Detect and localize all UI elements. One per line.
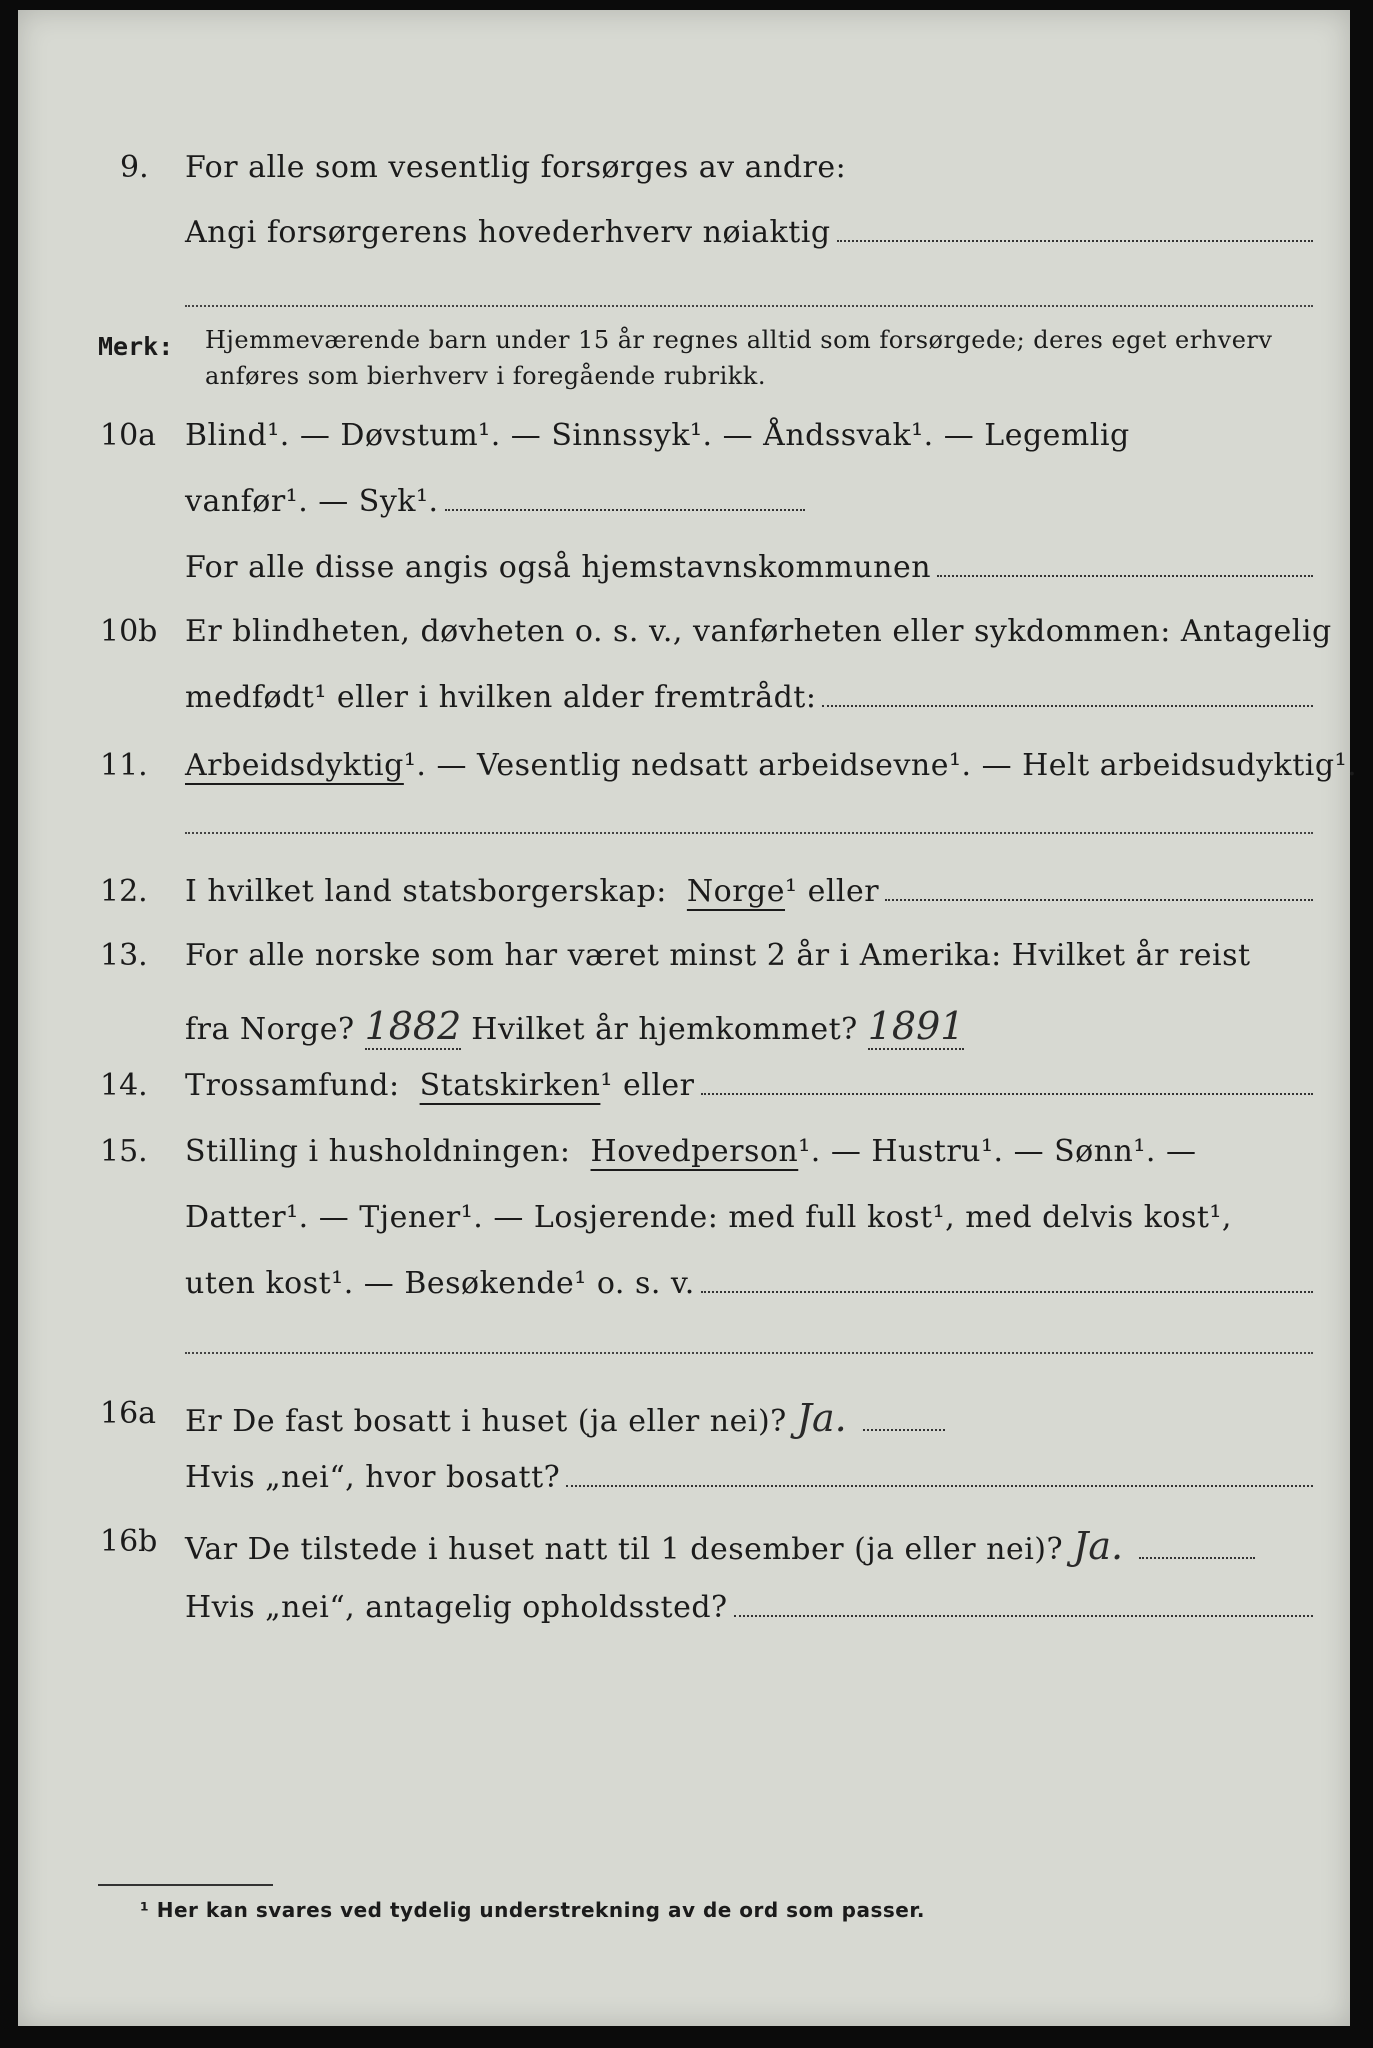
q15-number: 15.: [100, 1134, 148, 1169]
q14-line: Trossamfund: Statskirken ¹ eller: [185, 1068, 1313, 1114]
q15-extra-line[interactable]: [185, 1352, 1313, 1354]
q12-number: 12.: [100, 874, 148, 909]
q10a-number: 10a: [100, 418, 157, 453]
q11-number: 11.: [100, 748, 148, 783]
q9-line1: For alle som vesentlig forsørges av andre:: [185, 150, 847, 185]
q14-selected-option[interactable]: Statskirken: [419, 1068, 601, 1103]
q16a-line1: Er De fast bosatt i huset (ja eller nei)? Ja.: [185, 1396, 945, 1442]
q16a-number: 16a: [100, 1396, 157, 1431]
q9-answer-line[interactable]: [837, 218, 1313, 242]
q9-line2: Angi forsørgerens hovederhverv nøiaktig: [185, 215, 1313, 261]
q13-answer-reist[interactable]: 1882: [364, 1004, 462, 1048]
q16b-opholdssted-line[interactable]: [734, 1593, 1313, 1617]
q13-number: 13.: [100, 938, 148, 973]
footnote-rule: [98, 1884, 273, 1886]
merk-label: Merk:: [98, 332, 174, 361]
q10a-line2: vanfør¹. — Syk¹.: [185, 484, 805, 530]
q16a-line2: Hvis „nei“, hvor bosatt?: [185, 1460, 1313, 1506]
q16a-answer[interactable]: Ja.: [796, 1396, 847, 1440]
q10b-answer-line[interactable]: [822, 683, 1313, 707]
q15-line1: Stilling i husholdningen: Hovedperson ¹. — Hustru¹. — Sønn¹. —: [185, 1134, 1197, 1169]
q16b-line1: Var De tilstede i huset natt til 1 desember (ja eller nei)? Ja.: [185, 1524, 1255, 1570]
q15-line2: Datter¹. — Tjener¹. — Losjerende: med full kost¹, med delvis kost¹,: [185, 1200, 1232, 1235]
q16a-bosatt-line[interactable]: [566, 1463, 1313, 1487]
q10a-kommune-line[interactable]: [937, 553, 1313, 577]
q15-answer-line[interactable]: [701, 1269, 1313, 1293]
q15-line3: uten kost¹. — Besøkende¹ o. s. v.: [185, 1266, 1313, 1312]
q14-number: 14.: [100, 1068, 148, 1103]
q9-extra-line[interactable]: [185, 305, 1313, 307]
q12-selected-option[interactable]: Norge: [686, 874, 786, 909]
q16b-line2: Hvis „nei“, antagelig opholdssted?: [185, 1590, 1313, 1636]
q12-answer-line[interactable]: [885, 877, 1313, 901]
q10a-line1: Blind¹. — Døvstum¹. — Sinnssyk¹. — Åndssvak¹. — Legemlig: [185, 418, 1130, 453]
q10b-number: 10b: [100, 614, 158, 649]
q10a-line3: For alle disse angis også hjemstavnskommunen: [185, 550, 1313, 596]
q11-selected-option[interactable]: Arbeidsdyktig: [185, 748, 404, 783]
q14-answer-line[interactable]: [701, 1071, 1313, 1095]
q16b-number: 16b: [100, 1524, 158, 1559]
footnote: ¹ Her kan svares ved tydelig understrekning av de ord som passer.: [140, 1898, 925, 1922]
q10b-line2: medfødt¹ eller i hvilken alder fremtrådt:: [185, 680, 1313, 726]
q13-line1: For alle norske som har været minst 2 år i Amerika: Hvilket år reist: [185, 938, 1251, 973]
q13-answer-hjemkommet[interactable]: 1891: [867, 1004, 965, 1048]
merk-line1: Hjemmeværende barn under 15 år regnes alltid som forsørgede; deres eget erhverv: [205, 326, 1273, 354]
q16b-answer[interactable]: Ja.: [1073, 1524, 1124, 1568]
q9-number: 9.: [120, 150, 149, 185]
merk-line2: anføres som bierhverv i foregående rubrikk.: [205, 362, 766, 390]
q15-selected-option[interactable]: Hovedperson: [590, 1134, 799, 1169]
q10a-answer-line[interactable]: [445, 487, 805, 511]
q11-extra-line[interactable]: [185, 832, 1313, 834]
q12-line: I hvilket land statsborgerskap: Norge ¹ eller: [185, 874, 1313, 920]
q11-line: Arbeidsdyktig ¹. — Vesentlig nedsatt arbeidsevne¹. — Helt arbeidsudyktig¹.: [185, 748, 1358, 783]
q13-line2: fra Norge? 1882 Hvilket år hjemkommet? 1891: [185, 1004, 965, 1048]
q10b-line1: Er blindheten, døvheten o. s. v., vanførheten eller sykdommen: Antagelig: [185, 614, 1332, 649]
